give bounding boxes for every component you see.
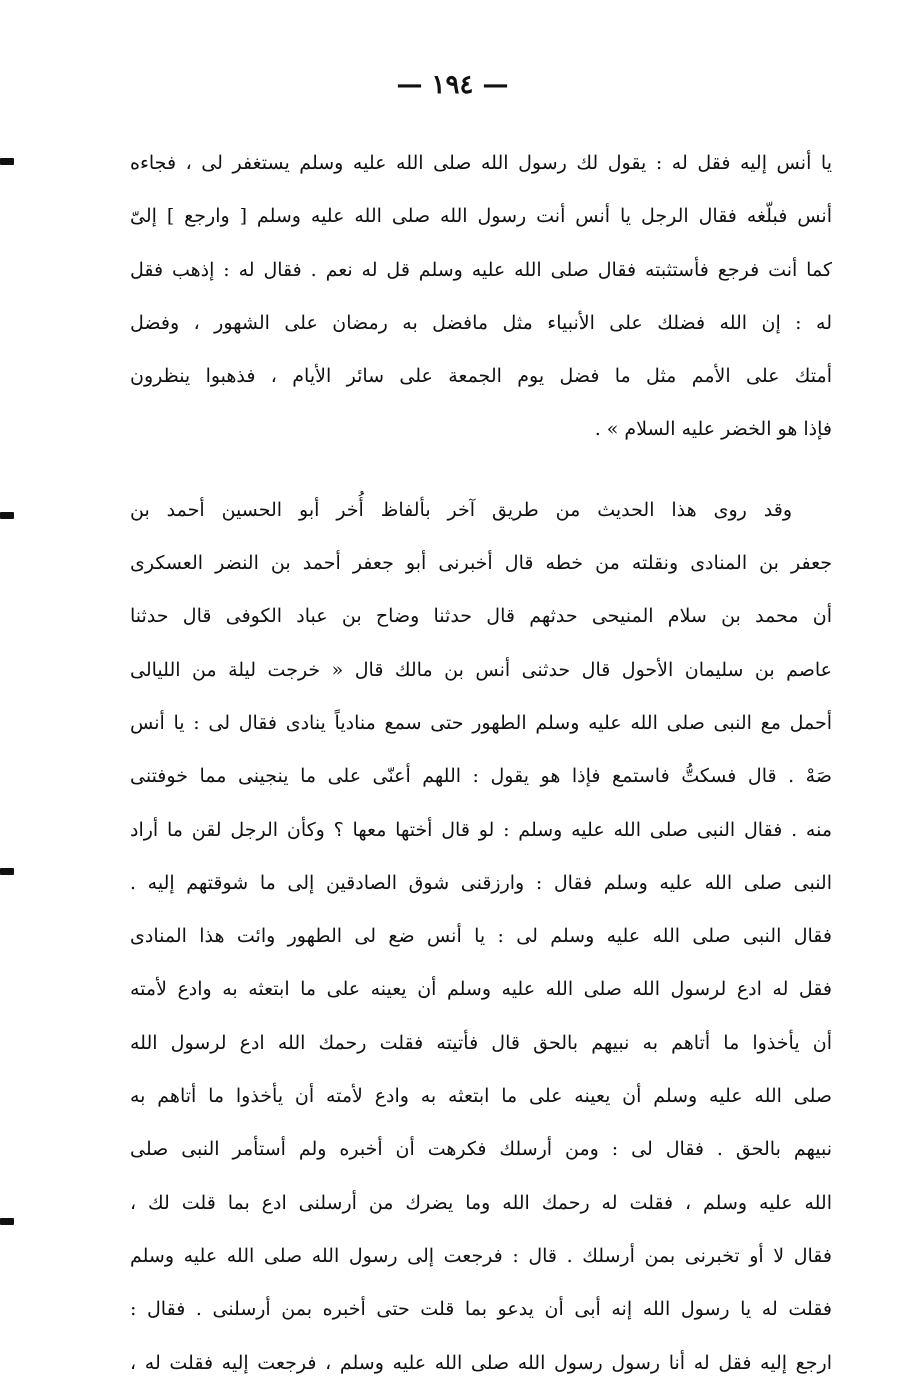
text-line: أمتك على الأمم مثل ما فضل يوم الجمعة على سائر الأيام ، فذهبوا ينظرون: [130, 365, 832, 388]
text-line: أنس فبلّغه فقال الرجل يا أنس أنت رسول الله صلى الله عليه وسلم [ وارجع ] إلىّ: [130, 205, 832, 228]
text-line: فقال النبى صلى الله عليه وسلم لى : يا أنس ضع لى الطهور وائت هذا المنادى: [130, 925, 832, 948]
text-line: منه . فقال النبى صلى الله عليه وسلم : لو قال أختها معها ؟ وكأن الرجل لقن ما أراد: [130, 818, 832, 841]
page-number: — ١٩٤ —: [396, 70, 509, 100]
text-line: أن يأخذوا ما أتاهم به نبيهم بالحق قال فأتيته فقلت رحمك الله ادع لرسول الله: [130, 1031, 832, 1054]
text-line: نبيهم بالحق . فقال لى : ومن أرسلك فكرهت أن أخبره ولم أستأمر النبى صلى: [130, 1138, 832, 1161]
body-text: [130, 137, 832, 1390]
text-line: عاصم بن سليمان الأحول قال حدثنى أنس بن مالك قال « خرجت ليلة من الليالى: [130, 658, 832, 681]
text-line: وقد روى هذا الحديث من طريق آخر بألفاظ أُخر أبو الحسين أحمد بن: [130, 498, 792, 521]
text-line: له : إن الله فضلك على الأنبياء مثل مافضل به رمضان على الشهور ، وفضل: [130, 311, 832, 334]
binding-mark: [0, 512, 14, 519]
text-line: فقلت له يا رسول الله إنه أبى أن يدعو بما قلت حتى أخبره بمن أرسلنى . فقال :: [130, 1298, 832, 1321]
binding-mark: [0, 868, 14, 875]
text-line: يا أنس إليه فقل له : يقول لك رسول الله صلى الله عليه وسلم يستغفر لى ، فجاءه: [130, 152, 832, 174]
text-line: جعفر بن المنادى ونقلته من خطه قال أخبرنى أبو جعفر أحمد بن النضر العسكرى: [130, 552, 832, 575]
text-line: أن محمد بن سلام المنيحى حدثهم قال حدثنا وضاح بن عباد الكوفى قال حدثنا: [130, 605, 832, 628]
binding-mark: [0, 1218, 14, 1225]
text-line: النبى صلى الله عليه وسلم فقال : وارزقنى شوق الصادقين إلى ما شوقتهم إليه .: [130, 871, 832, 894]
binding-mark: [0, 158, 14, 165]
text-line: الله عليه وسلم ، فقلت له رحمك الله وما يضرك من أرسلنى ادع بما قلت لك ،: [130, 1191, 832, 1214]
text-line: فقال لا أو تخبرنى بمن أرسلك . قال : فرجعت إلى رسول الله صلى الله عليه وسلم: [130, 1244, 832, 1267]
text-line: صَهْ . قال فسكتُّ فاستمع فإذا هو يقول : اللهم أعنّى على ما ينجينى مما خوفتنى: [130, 765, 832, 788]
text-line: كما أنت فرجع فأستثبته فقال صلى الله عليه وسلم قل له نعم . فقال له : إذهب فقل: [130, 258, 832, 281]
text-line: أحمل مع النبى صلى الله عليه وسلم الطهور حتى سمع منادياً ينادى فقال لى : يا أنس: [130, 711, 832, 734]
text-line: فقل له ادع لرسول الله صلى الله عليه وسلم أن يعينه على ما ابتعثه به وادع لأمته: [130, 978, 832, 1001]
text-line: فإذا هو الخضر عليه السلام » .: [594, 418, 832, 441]
text-line: صلى الله عليه وسلم أن يعينه على ما ابتعثه به وادع لأمته أن يأخذوا ما أتاهم به: [130, 1085, 832, 1108]
text-line: ارجع إليه فقل له أنا رسول رسول الله صلى الله عليه وسلم ، فرجعت إليه فقلت له ،: [130, 1351, 832, 1374]
